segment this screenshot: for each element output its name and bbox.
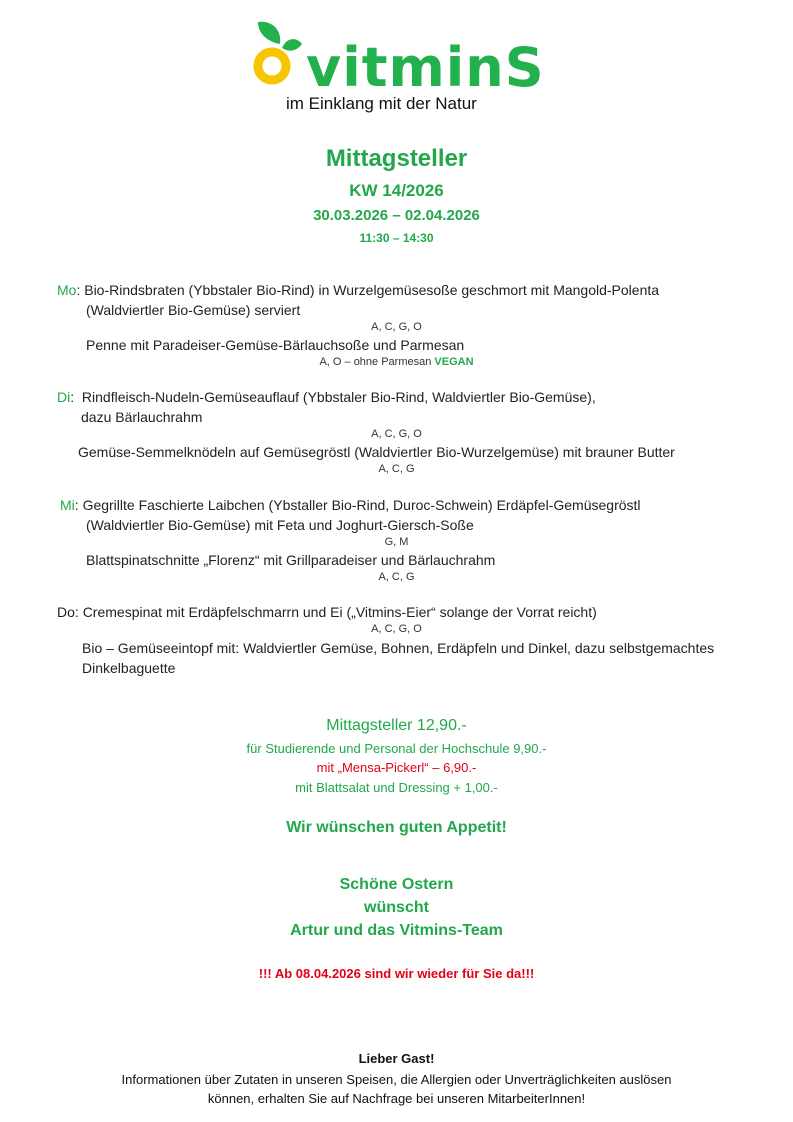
page-title: Mittagsteller (325, 145, 468, 172)
menu-monday-dish-1: Mo: Bio-Rindsbraten (Ybbstaler Bio-Rind) in Wurzelgemüsesoße geschmort mit Mangold-Polenta (57, 282, 660, 298)
menu-wednesday-dish-1: Mi: Gegrillte Faschierte Laibchen (Ybstaller Bio-Rind, Duroc-Schwein) Erdäpfel-Gemüsegröstl (60, 497, 641, 513)
reopening-notice: !!! Ab 08.04.2026 sind wir wieder für Sie da!!! (258, 966, 535, 981)
allergens-wednesday-2: A, C, G (378, 571, 415, 583)
menu-monday-dish-2: Penne mit Paradeiser-Gemüse-Bärlauchsoße und Parmesan (86, 337, 465, 353)
easter-line-2: wünscht (364, 899, 429, 916)
easter-line-1: Schöne Ostern (339, 876, 454, 893)
logo (250, 18, 550, 118)
greeting: Wir wünschen guten Appetit! (286, 819, 507, 836)
menu-wednesday-dish-2: Blattspinatschnitte „Florenz“ mit Grillparadeiser und Bärlauchrahm (86, 552, 496, 568)
menu-thursday-dish-2: Bio – Gemüseeintopf mit: Waldviertler Gemüse, Bohnen, Erdäpfeln und Dinkel, dazu selbstgemachtes (82, 640, 715, 656)
price-pickerl: mit „Mensa-Pickerl“ – 6,90.- (316, 760, 477, 775)
footer-title: Lieber Gast! (358, 1051, 435, 1066)
allergens-tuesday-1: A, C, G, O (371, 428, 422, 440)
allergens-wednesday-1: G, M (384, 536, 409, 548)
orange-fruit-icon (250, 18, 310, 88)
menu-wednesday-dish-1-cont: (Waldviertler Bio-Gemüse) mit Feta und Joghurt-Giersch-Soße (86, 517, 474, 533)
allergens-thursday-1: A, C, G, O (371, 623, 422, 635)
price-students: für Studierende und Personal der Hochschule 9,90.- (246, 741, 547, 756)
menu-tuesday-dish-2: Gemüse-Semmelknödeln auf Gemüsegröstl (Waldviertler Bio-Wurzelgemüse) mit brauner Butter (78, 444, 675, 460)
menu-thursday-dish-1: Do: Cremespinat mit Erdäpfelschmarrn und Ei („Vitmins-Eier“ solange der Vorrat reicht) (57, 604, 597, 620)
footer-line-2: können, erhalten Sie auf Nachfrage bei unseren MitarbeiterInnen! (207, 1091, 586, 1106)
allergens-monday-1: A, C, G, O (371, 321, 422, 333)
vegan-badge: VEGAN (434, 356, 474, 368)
serving-time: 11:30 – 14:30 (359, 231, 434, 245)
menu-thursday-dish-2-cont: Dinkelbaguette (82, 660, 176, 676)
week-number: KW 14/2026 (349, 181, 444, 200)
allergens-monday-2: A, O – ohne Parmesan VEGAN (319, 356, 474, 368)
price-main: Mittagsteller 12,90.- (326, 717, 467, 734)
date-range: 30.03.2026 – 02.04.2026 (313, 207, 480, 224)
logo-tagline: im Einklang mit der Natur (286, 94, 477, 113)
menu-tuesday-dish-1: Di: Rindfleisch-Nudeln-Gemüseauflauf (Ybbstaler Bio-Rind, Waldviertler Bio-Gemüse), (57, 389, 596, 405)
allergens-tuesday-2: A, C, G (378, 463, 415, 475)
logo-brand-text: vitminS (306, 36, 545, 99)
footer-line-1: Informationen über Zutaten in unseren Speisen, die Allergien oder Unverträglichkeiten auslösen (121, 1072, 672, 1087)
easter-line-3: Artur und das Vitmins-Team (290, 922, 503, 939)
menu-tuesday-dish-1-cont: dazu Bärlauchrahm (81, 409, 203, 425)
menu-monday-dish-1-cont: (Waldviertler Bio-Gemüse) serviert (86, 302, 301, 318)
price-salad: mit Blattsalat und Dressing + 1,00.- (295, 780, 498, 795)
